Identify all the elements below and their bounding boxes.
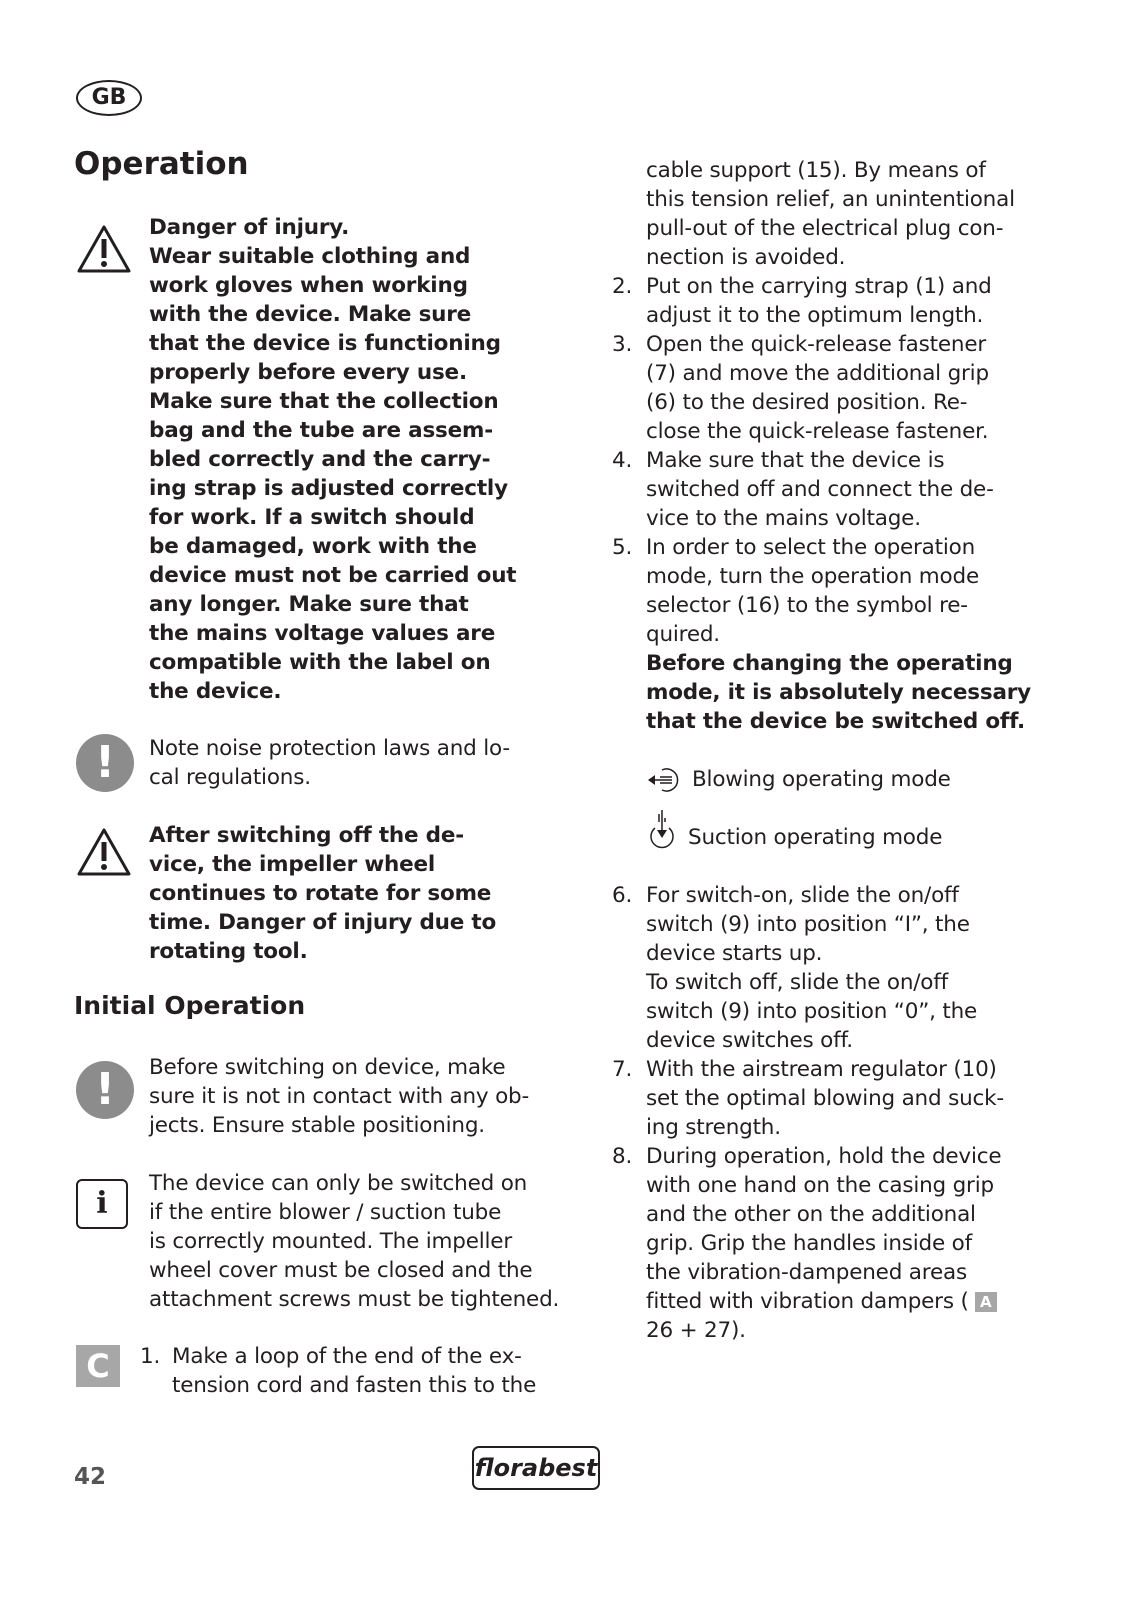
line-text: For switch-on, slide the on/off bbox=[646, 883, 959, 908]
note-positioning-text bbox=[149, 1053, 529, 1140]
text-line bbox=[612, 620, 1031, 649]
line-text: With the airstream regulator (10) bbox=[646, 1057, 997, 1082]
line-text: cable support (15). By means of bbox=[646, 158, 986, 183]
text-line bbox=[612, 1171, 1031, 1200]
line-text: grip. Grip the handles inside of bbox=[646, 1231, 972, 1256]
text-line: properly before every use. bbox=[149, 360, 467, 385]
warning-triangle-icon bbox=[76, 224, 132, 274]
line-text: and the other on the additional bbox=[646, 1202, 976, 1227]
step-1-text bbox=[172, 1342, 536, 1400]
text-line bbox=[612, 1229, 1031, 1258]
line-text: device switches off. bbox=[646, 1028, 853, 1053]
text-line bbox=[612, 330, 1031, 359]
line-text: selector (16) to the symbol re- bbox=[646, 593, 968, 618]
text-line bbox=[612, 243, 1031, 272]
text-line: Make a loop of the end of the ex- bbox=[172, 1344, 522, 1369]
text-line bbox=[612, 504, 1031, 533]
text-line: tension cord and fasten this to the bbox=[172, 1373, 537, 1398]
line-text: Make sure that the device is bbox=[646, 448, 945, 473]
line-text: adjust it to the optimum length. bbox=[646, 303, 984, 328]
line-text: that the device be switched off. bbox=[646, 709, 1026, 734]
text-line bbox=[612, 562, 1031, 591]
line-text: device starts up. bbox=[646, 941, 823, 966]
step-number: 5. bbox=[612, 535, 633, 560]
text-line bbox=[612, 1287, 1031, 1316]
text-line: After switching off the de- bbox=[149, 823, 464, 848]
line-text: this tension relief, an unintentional bbox=[646, 187, 1015, 212]
line-text: mode, turn the operation mode bbox=[646, 564, 979, 589]
text-line: sure it is not in contact with any ob- bbox=[149, 1084, 530, 1109]
figure-ref-badge: C bbox=[76, 1345, 120, 1387]
line-text: Suction operating mode bbox=[688, 825, 943, 850]
text-line: vice, the impeller wheel bbox=[149, 852, 436, 877]
text-line bbox=[612, 1026, 1031, 1055]
line-text: quired. bbox=[646, 622, 720, 647]
text-line: Make sure that the collection bbox=[149, 389, 499, 414]
text-line: device must not be carried out bbox=[149, 563, 517, 588]
warning-injury-text bbox=[149, 213, 516, 706]
text-line bbox=[612, 1055, 1031, 1084]
figure-ref-badge: A bbox=[975, 1292, 997, 1312]
line-text: During operation, hold the device bbox=[646, 1144, 1002, 1169]
exclamation-circle-icon: ! bbox=[76, 734, 134, 792]
text-line bbox=[612, 301, 1031, 330]
warning-impeller-text bbox=[149, 821, 496, 966]
line-text: switch (9) into position “0”, the bbox=[646, 999, 978, 1024]
info-text bbox=[149, 1169, 559, 1314]
exclamation-circle-icon: ! bbox=[76, 1061, 134, 1119]
page-title: Operation bbox=[74, 146, 249, 182]
line-text: with one hand on the casing grip bbox=[646, 1173, 994, 1198]
text-line: work gloves when working bbox=[149, 273, 468, 298]
line-text: Open the quick-release fastener bbox=[646, 332, 986, 357]
text-line: cal regulations. bbox=[149, 765, 311, 790]
text-line bbox=[612, 185, 1031, 214]
text-line bbox=[612, 359, 1031, 388]
text-line: bled correctly and the carry- bbox=[149, 447, 491, 472]
text-line: ing strap is adjusted correctly bbox=[149, 476, 508, 501]
text-line bbox=[612, 533, 1031, 562]
line-text: To switch off, slide the on/off bbox=[646, 970, 948, 995]
text-line bbox=[612, 678, 1031, 707]
line-text: nection is avoided. bbox=[646, 245, 846, 270]
step-number: 6. bbox=[612, 883, 633, 908]
line-text: mode, it is absolutely necessary bbox=[646, 680, 1031, 705]
line-text: Before changing the operating bbox=[646, 651, 1013, 676]
country-badge: GB bbox=[76, 80, 142, 116]
text-line: wheel cover must be closed and the bbox=[149, 1258, 533, 1283]
text-line bbox=[612, 475, 1031, 504]
note-noise-text bbox=[149, 734, 510, 792]
text-line: jects. Ensure stable positioning. bbox=[149, 1113, 485, 1138]
text-line bbox=[612, 388, 1031, 417]
right-column bbox=[612, 156, 1031, 1345]
line-text: Put on the carrying strap (1) and bbox=[646, 274, 992, 299]
line-text: vice to the mains voltage. bbox=[646, 506, 921, 531]
text-line bbox=[612, 939, 1031, 968]
text-line bbox=[612, 997, 1031, 1026]
line-text: fitted with vibration dampers ( bbox=[646, 1289, 969, 1314]
text-line bbox=[612, 1084, 1031, 1113]
text-line bbox=[612, 649, 1031, 678]
text-line: for work. If a switch should bbox=[149, 505, 475, 530]
step-number: 7. bbox=[612, 1057, 633, 1082]
text-line: be damaged, work with the bbox=[149, 534, 477, 559]
text-line: Danger of injury. bbox=[149, 215, 350, 240]
text-line bbox=[612, 1113, 1031, 1142]
text-line bbox=[612, 591, 1031, 620]
text-line: Note noise protection laws and lo- bbox=[149, 736, 510, 761]
text-line: the mains voltage values are bbox=[149, 621, 496, 646]
text-line bbox=[612, 1200, 1031, 1229]
warning-triangle-icon bbox=[76, 827, 132, 877]
text-line bbox=[612, 1316, 1031, 1345]
text-line bbox=[612, 417, 1031, 446]
line-text: switch (9) into position “I”, the bbox=[646, 912, 970, 937]
line-text: pull-out of the electrical plug con- bbox=[646, 216, 1004, 241]
text-line bbox=[612, 736, 1031, 765]
page-number: 42 bbox=[74, 1464, 107, 1490]
text-line: continues to rotate for some bbox=[149, 881, 492, 906]
info-icon: i bbox=[76, 1179, 128, 1229]
text-line: that the device is functioning bbox=[149, 331, 501, 356]
text-line: attachment screws must be tightened. bbox=[149, 1287, 560, 1312]
text-line: compatible with the label on bbox=[149, 650, 491, 675]
text-line: if the entire blower / suction tube bbox=[149, 1200, 502, 1225]
line-text: set the optimal blowing and suck- bbox=[646, 1086, 1004, 1111]
text-line: the device. bbox=[149, 679, 282, 704]
line-text: (7) and move the additional grip bbox=[646, 361, 989, 386]
line-text: ing strength. bbox=[646, 1115, 781, 1140]
text-line: with the device. Make sure bbox=[149, 302, 472, 327]
text-line bbox=[612, 446, 1031, 475]
step-number: 2. bbox=[612, 274, 633, 299]
text-line bbox=[612, 214, 1031, 243]
text-line: bag and the tube are assem- bbox=[149, 418, 493, 443]
line-text: close the quick-release fastener. bbox=[646, 419, 989, 444]
line-text: Blowing operating mode bbox=[692, 767, 951, 792]
line-text: 26 + 27). bbox=[646, 1318, 746, 1343]
text-line bbox=[612, 1258, 1031, 1287]
text-line: rotating tool. bbox=[149, 939, 308, 964]
section-heading: Initial Operation bbox=[74, 991, 306, 1020]
text-line bbox=[612, 881, 1031, 910]
mode-legend-item bbox=[612, 823, 1031, 852]
line-text: (6) to the desired position. Re- bbox=[646, 390, 968, 415]
text-line bbox=[612, 910, 1031, 939]
text-line bbox=[612, 852, 1031, 881]
brand-logo: florabest bbox=[472, 1446, 600, 1490]
text-line: is correctly mounted. The impeller bbox=[149, 1229, 512, 1254]
text-line bbox=[612, 707, 1031, 736]
step-1 bbox=[140, 1342, 160, 1371]
text-line: time. Danger of injury due to bbox=[149, 910, 497, 935]
text-line bbox=[612, 1142, 1031, 1171]
text-line bbox=[612, 968, 1031, 997]
step-number: 8. bbox=[612, 1144, 633, 1169]
line-text: the vibration-dampened areas bbox=[646, 1260, 967, 1285]
text-line: any longer. Make sure that bbox=[149, 592, 469, 617]
text-line: Before switching on device, make bbox=[149, 1055, 506, 1080]
mode-legend-item bbox=[612, 765, 1031, 794]
line-text: In order to select the operation bbox=[646, 535, 976, 560]
text-line: The device can only be switched on bbox=[149, 1171, 528, 1196]
step-number: 1. bbox=[140, 1344, 161, 1369]
blowing-mode-icon bbox=[646, 767, 692, 792]
step-number: 3. bbox=[612, 332, 633, 357]
text-line: Wear suitable clothing and bbox=[149, 244, 471, 269]
text-line bbox=[612, 272, 1031, 301]
suction-mode-icon bbox=[646, 825, 688, 850]
line-text: switched off and connect the de- bbox=[646, 477, 994, 502]
text-line bbox=[612, 156, 1031, 185]
step-number: 4. bbox=[612, 448, 633, 473]
